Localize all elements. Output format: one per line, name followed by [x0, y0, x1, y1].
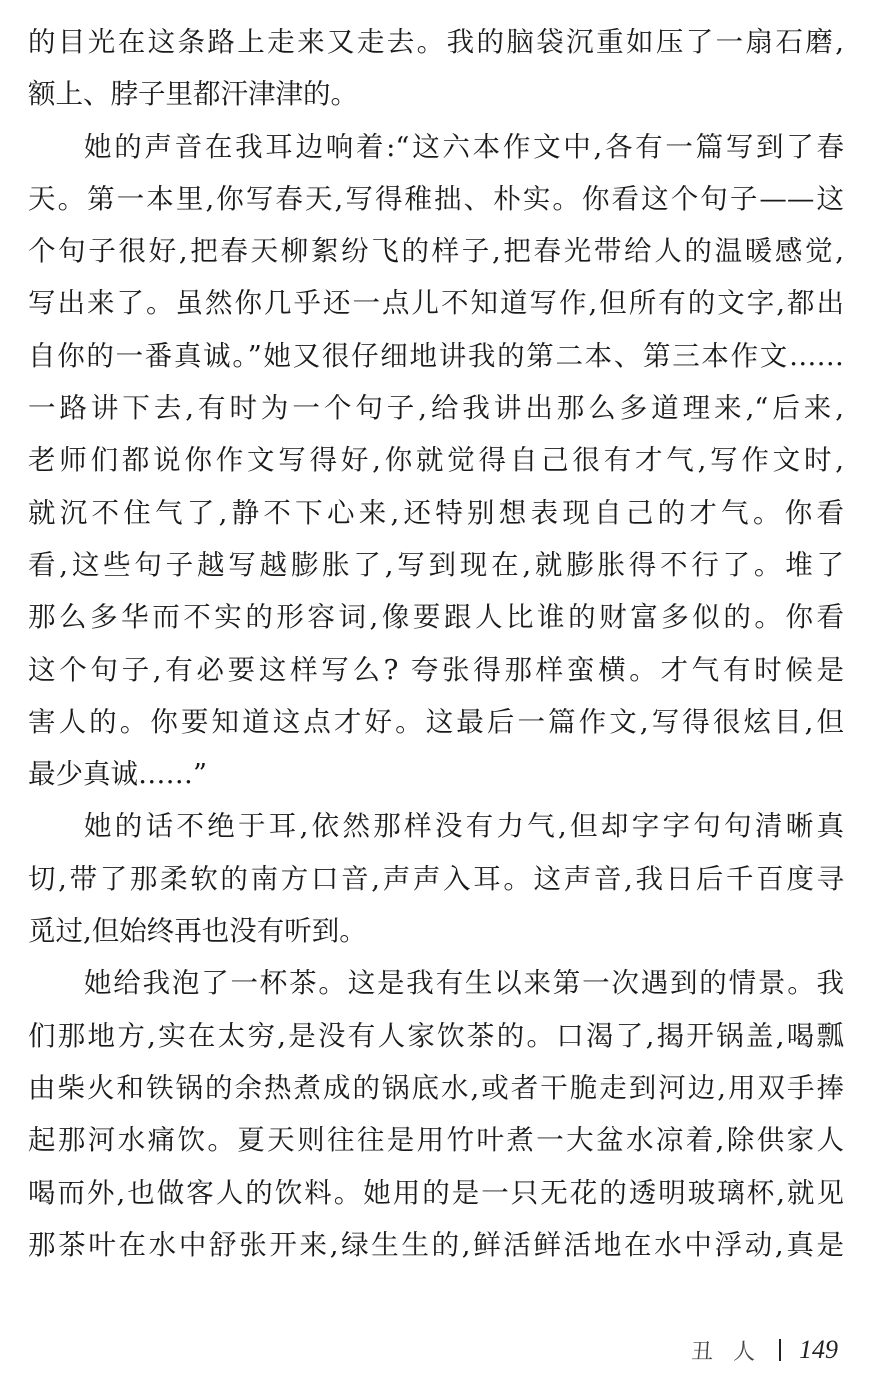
text-line-11: 看,这些句子越写越膨胀了,写到现在,就膨胀得不行了。堆了 — [28, 548, 844, 581]
text-line-22: 起那河水痛饮。夏天则往往是用竹叶煮一大盆水凉着,除供家人 — [28, 1124, 844, 1157]
text-line-3: 她的声音在我耳边响着:“这六本作文中,各有一篇写到了春 — [84, 130, 844, 163]
text-line-12: 那么多华而不实的形容词,像要跟人比谁的财富多似的。你看 — [28, 601, 844, 634]
page-body — [28, 16, 844, 1271]
text-line-10: 就沉不住气了,静不下心来,还特别想表现自己的才气。你看 — [28, 496, 844, 529]
text-line-18: 觅过,但始终再也没有听到。 — [28, 915, 367, 948]
text-line-16: 她的话不绝于耳,依然那样没有力气,但却字字句句清晰真 — [84, 810, 844, 843]
page-footer — [691, 1330, 838, 1370]
text-line-19: 她给我泡了一杯茶。这是我有生以来第一次遇到的情景。我 — [84, 967, 844, 1000]
text-line-8: 一路讲下去,有时为一个句子,给我讲出那么多道理来,“后来, — [28, 392, 844, 425]
text-line-15: 最少真诚……” — [28, 758, 208, 791]
text-line-17: 切,带了那柔软的南方口音,声声入耳。这声音,我日后千百度寻 — [28, 862, 844, 895]
footer-divider — [779, 1339, 781, 1361]
text-line-7: 自你的一番真诚。”她又很仔细地讲我的第二本、第三本作文…… — [28, 339, 844, 372]
text-line-4: 天。第一本里,你写春天,写得稚拙、朴实。你看这个句子——这 — [28, 182, 844, 215]
text-line-24: 那茶叶在水中舒张开来,绿生生的,鲜活鲜活地在水中浮动,真是 — [28, 1228, 844, 1261]
text-line-1: 的目光在这条路上走来又走去。我的脑袋沉重如压了一扇石磨, — [28, 26, 844, 58]
text-line-13: 这个句子,有必要这样写么? 夸张得那样蛮横。才气有时候是 — [28, 653, 844, 686]
text-line-2: 额上、脖子里都汗津津的。 — [28, 78, 358, 111]
text-line-20: 们那地方,实在太穷,是没有人家饮茶的。口渴了,揭开锅盖,喝瓢 — [28, 1019, 844, 1052]
text-line-5: 个句子很好,把春天柳絮纷飞的样子,把春光带给人的温暖感觉, — [28, 235, 844, 268]
text-line-21: 由柴火和铁锅的余热煮成的锅底水,或者干脆走到河边,用双手捧 — [28, 1071, 844, 1104]
text-line-6: 写出来了。虽然你几乎还一点儿不知道写作,但所有的文字,都出 — [28, 287, 844, 320]
text-line-23: 喝而外,也做客人的饮料。她用的是一只无花的透明玻璃杯,就见 — [28, 1176, 844, 1209]
text-line-9: 老师们都说你作文写得好,你就觉得自己很有才气,写作文时, — [28, 444, 844, 477]
text-line-14: 害人的。你要知道这点才好。这最后一篇作文,写得很炫目,但 — [28, 705, 844, 738]
page-number: 149 — [799, 1335, 838, 1364]
running-head: 丑人 — [690, 1339, 775, 1365]
